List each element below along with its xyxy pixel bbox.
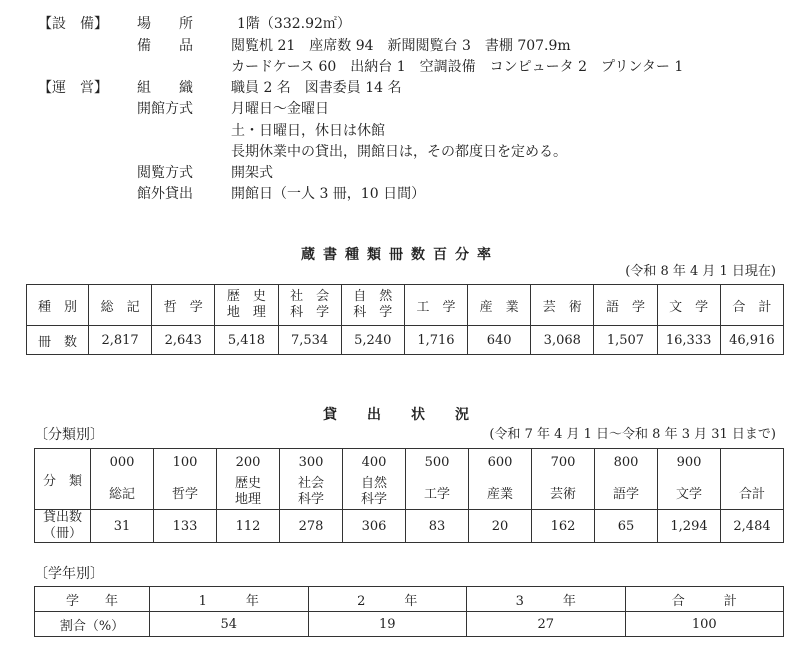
class-code-1: 100 <box>154 449 217 476</box>
collection-cat-5: 工 学 <box>404 285 467 326</box>
class-name-4: 自然 科学 <box>343 475 406 510</box>
collection-cat-4: 自 然 科 学 <box>341 285 404 326</box>
class-count-5: 83 <box>406 510 469 543</box>
view-label: 閲覧方式 <box>137 165 193 181</box>
collection-count-6: 640 <box>468 326 531 355</box>
collection-cat-1: 哲 学 <box>152 285 215 326</box>
lend-value: 開館日（一人 3 冊，10 日間） <box>231 186 426 202</box>
grade-0: 1 年 <box>150 587 309 612</box>
ratio-1: 19 <box>308 612 467 637</box>
collection-count-1: 2,643 <box>152 326 215 355</box>
grade-row-label: 学 年 <box>35 587 150 612</box>
place-value: 1階（332.92㎡） <box>237 16 351 32</box>
class-name-3: 社会 科学 <box>280 475 343 510</box>
lending-period: (令和 7 年 4 月 1 日〜令和 8 年 3 月 31 日まで) <box>489 427 776 442</box>
lending-grade-table <box>34 586 784 637</box>
view-value: 開架式 <box>231 165 273 181</box>
class-code-8: 800 <box>595 449 658 476</box>
class-code-3: 300 <box>280 449 343 476</box>
class-row-label: 分 類 <box>35 449 91 510</box>
class-count-0: 31 <box>91 510 154 543</box>
collection-date: (令和 8 年 4 月 1 日現在) <box>625 264 776 279</box>
class-code-5: 500 <box>406 449 469 476</box>
by-grade-label: 〔学年別〕 <box>34 566 104 582</box>
class-name-7: 芸術 <box>532 475 595 510</box>
collection-cat-7: 芸 術 <box>531 285 594 326</box>
ratio-3: 100 <box>625 612 784 637</box>
class-name-9: 文学 <box>658 475 721 510</box>
collection-count-0: 2,817 <box>89 326 152 355</box>
collection-cat-2: 歴 史 地 理 <box>215 285 278 326</box>
collection-cat-10: 合 計 <box>720 285 783 326</box>
grade-2: 3 年 <box>467 587 626 612</box>
items-line-1: 閲覧机 21 座席数 94 新聞閲覧台 3 書棚 707.9m <box>231 38 571 54</box>
class-code-2: 200 <box>217 449 280 476</box>
class-count-3: 278 <box>280 510 343 543</box>
class-name-0: 総記 <box>91 475 154 510</box>
place-label: 場 所 <box>137 16 193 32</box>
collection-cat-8: 語 学 <box>594 285 657 326</box>
collection-count-10: 46,916 <box>720 326 783 355</box>
class-name-6: 産業 <box>469 475 532 510</box>
open-line-3: 長期休業中の貸出，開館日は，その都度日を定める。 <box>231 144 567 160</box>
class-code-9: 900 <box>658 449 721 476</box>
collection-count-7: 3,068 <box>531 326 594 355</box>
collection-cat-3: 社 会 科 学 <box>278 285 341 326</box>
class-count-4: 306 <box>343 510 406 543</box>
class-count-6: 20 <box>469 510 532 543</box>
collection-count-5: 1,716 <box>404 326 467 355</box>
collection-count-9: 16,333 <box>657 326 720 355</box>
collection-cat-0: 総 記 <box>89 285 152 326</box>
collection-cat-9: 文 学 <box>657 285 720 326</box>
lending-title: 貸 出 状 況 <box>323 407 477 423</box>
items-label: 備 品 <box>137 38 193 54</box>
by-class-label: 〔分類別〕 <box>34 427 104 443</box>
class-count-2: 112 <box>217 510 280 543</box>
grade-3: 合 計 <box>625 587 784 612</box>
class-name-2: 歴史 地理 <box>217 475 280 510</box>
class-code-10 <box>721 449 784 476</box>
collection-count-label: 冊 数 <box>27 326 89 355</box>
class-count-9: 1,294 <box>658 510 721 543</box>
items-line-2: カードケース 60 出納台 1 空調設備 コンピュータ 2 プリンター 1 <box>231 59 684 75</box>
lend-label: 館外貸出 <box>137 186 193 202</box>
class-count-1: 133 <box>154 510 217 543</box>
collection-count-4: 5,240 <box>341 326 404 355</box>
collection-count-2: 5,418 <box>215 326 278 355</box>
ratio-2: 27 <box>467 612 626 637</box>
ratio-0: 54 <box>150 612 309 637</box>
class-name-1: 哲学 <box>154 475 217 510</box>
lending-class-table <box>34 448 784 543</box>
class-count-label: 貸出数 （冊） <box>35 510 91 543</box>
org-value: 職員 2 名 図書委員 14 名 <box>231 80 402 96</box>
ratio-row-label: 割合（%） <box>35 612 150 637</box>
class-count-7: 162 <box>532 510 595 543</box>
collection-title: 蔵書種類冊数百分率 <box>301 247 499 263</box>
class-name-8: 語学 <box>595 475 658 510</box>
collection-cat-6: 産 業 <box>468 285 531 326</box>
collection-count-3: 7,534 <box>278 326 341 355</box>
class-code-6: 600 <box>469 449 532 476</box>
open-line-2: 土・日曜日，休日は休館 <box>231 123 385 139</box>
operation-bracket: 【運 営】 <box>38 80 108 96</box>
class-name-10: 合計 <box>721 475 784 510</box>
org-label: 組 織 <box>137 80 193 96</box>
open-label: 開館方式 <box>137 101 193 117</box>
class-count-8: 65 <box>595 510 658 543</box>
class-code-0: 000 <box>91 449 154 476</box>
grade-1: 2 年 <box>308 587 467 612</box>
class-count-10: 2,484 <box>721 510 784 543</box>
collection-count-8: 1,507 <box>594 326 657 355</box>
class-name-5: 工学 <box>406 475 469 510</box>
collection-table <box>26 284 784 355</box>
facility-bracket: 【設 備】 <box>38 16 108 32</box>
collection-row-label: 種 別 <box>27 285 89 326</box>
class-code-4: 400 <box>343 449 406 476</box>
open-line-1: 月曜日〜金曜日 <box>231 101 329 117</box>
class-code-7: 700 <box>532 449 595 476</box>
